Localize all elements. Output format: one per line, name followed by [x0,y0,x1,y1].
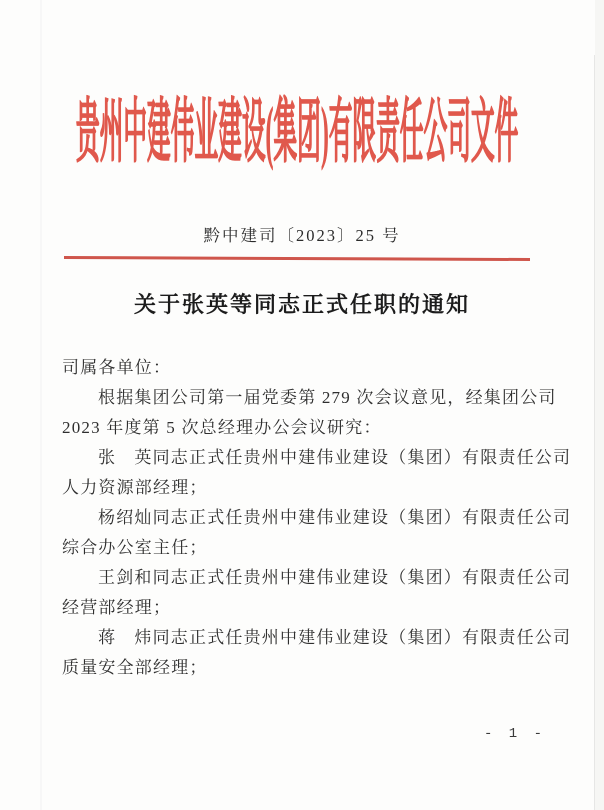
body-line: 杨绍灿同志正式任贵州中建伟业建设（集团）有限责任公司 [98,508,572,527]
company-header-wrap [0,94,594,173]
body-line: 王剑和同志正式任贵州中建伟业建设（集团）有限责任公司 [98,568,572,587]
scan-artifact-right-strip [595,0,604,810]
page-number: - 1 - [484,726,547,742]
document-title: 关于张英等同志正式任职的通知 [133,292,470,317]
body-line: 经营部经理； [62,598,172,617]
body-line: 综合办公室主任； [62,538,208,557]
body-line: 人力资源部经理； [62,478,208,497]
body-line: 司属各单位： [62,358,172,377]
body-line: 张 英同志正式任贵州中建伟业建设（集团）有限责任公司 [98,448,572,467]
body-line: 蒋 炜同志正式任贵州中建伟业建设（集团）有限责任公司 [98,628,572,647]
body-line: 2023 年度第 5 次总经理办公会议研究： [62,418,382,437]
body-line: 根据集团公司第一届党委第 279 次会议意见，经集团公司 [98,388,557,407]
document-body [62,353,572,683]
company-document-header: 贵州中建伟业建设(集团)有限责任公司文件 [75,94,519,172]
scan-artifact-right-edge [594,55,595,810]
body-line: 质量安全部经理； [62,658,208,677]
document-number: 黔中建司〔2023〕25 号 [203,226,401,245]
red-separator-line [64,256,530,261]
